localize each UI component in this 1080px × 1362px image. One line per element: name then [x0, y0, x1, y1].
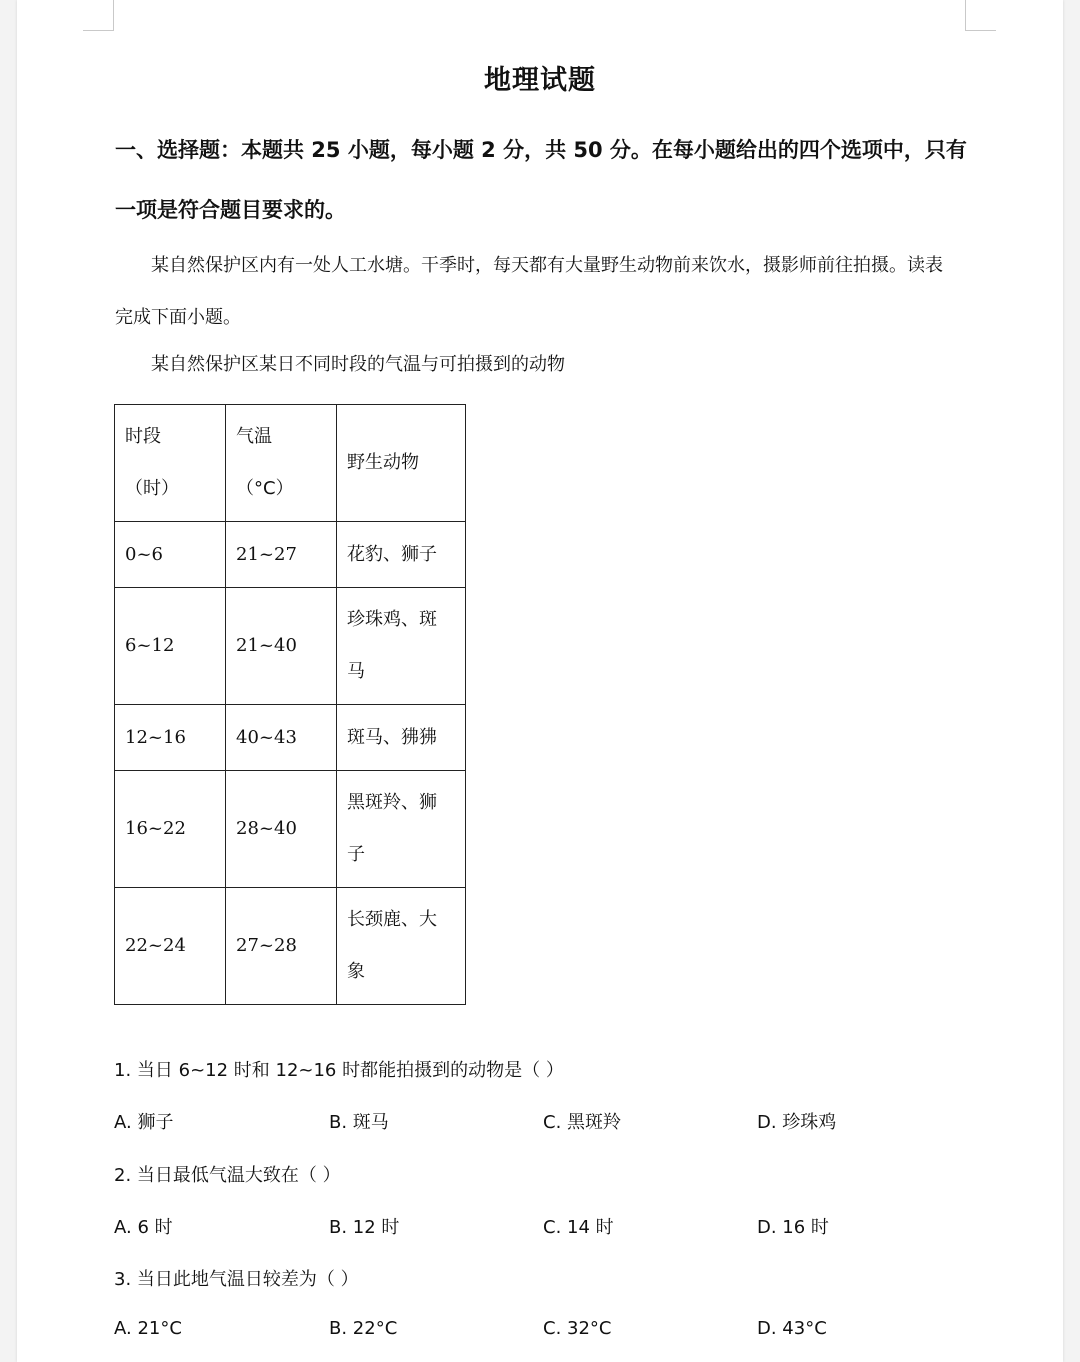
cell-temperature: 21~27	[226, 522, 337, 588]
cell-animals: 斑马、狒狒	[337, 705, 466, 771]
header-animals: 野生动物	[337, 405, 466, 522]
cell-temperature: 28~40	[226, 771, 337, 888]
cell-period: 12~16	[115, 705, 226, 771]
cell-animals: 黑斑羚、狮 子	[337, 771, 466, 888]
table-row	[115, 705, 466, 771]
cell-animals: 花豹、狮子	[337, 522, 466, 588]
document-page	[17, 0, 1063, 1362]
question-1-stem: 1. 当日 6~12 时和 12~16 时都能拍摄到的动物是（ ）	[114, 1060, 564, 1081]
question-1-option-b: B. 斑马	[329, 1112, 389, 1133]
question-2-option-a: A. 6 时	[114, 1217, 173, 1238]
table-row	[115, 588, 466, 705]
cell-period: 6~12	[115, 588, 226, 705]
cell-temperature: 21~40	[226, 588, 337, 705]
cell-period: 0~6	[115, 522, 226, 588]
question-1-option-c: C. 黑斑羚	[543, 1112, 622, 1133]
question-2-option-c: C. 14 时	[543, 1217, 614, 1238]
cell-temperature: 27~28	[226, 888, 337, 1005]
section-heading-line-2: 一项是符合题目要求的。	[115, 198, 346, 222]
intro-line-2: 完成下面小题。	[115, 307, 241, 328]
table-row	[115, 888, 466, 1005]
question-3-stem: 3. 当日此地气温日较差为（ ）	[114, 1269, 359, 1290]
question-3-option-b: B. 22°C	[329, 1318, 398, 1339]
question-1-option-d: D. 珍珠鸡	[757, 1112, 837, 1133]
document-title: 地理试题	[484, 65, 596, 96]
table-header-row	[115, 405, 466, 522]
page-corner-mark-left	[83, 0, 114, 31]
header-period: 时段 （时）	[115, 405, 226, 522]
cell-animals: 珍珠鸡、斑 马	[337, 588, 466, 705]
intro-line-1: 某自然保护区内有一处人工水塘。干季时，每天都有大量野生动物前来饮水，摄影师前往拍摄。读表	[151, 255, 943, 276]
question-3-option-d: D. 43°C	[757, 1318, 827, 1339]
question-3-option-a: A. 21°C	[114, 1318, 182, 1339]
question-3-option-c: C. 32°C	[543, 1318, 612, 1339]
table-row	[115, 522, 466, 588]
question-2-stem: 2. 当日最低气温大致在（ ）	[114, 1165, 341, 1186]
cell-period: 22~24	[115, 888, 226, 1005]
data-table	[114, 404, 466, 1005]
page-corner-mark-right	[965, 0, 996, 31]
question-2-option-b: B. 12 时	[329, 1217, 400, 1238]
table-row	[115, 771, 466, 888]
header-temperature: 气温 （°C）	[226, 405, 337, 522]
cell-temperature: 40~43	[226, 705, 337, 771]
section-heading-line-1: 一、选择题：本题共 25 小题，每小题 2 分，共 50 分。在每小题给出的四个选项中，只有	[115, 138, 967, 162]
question-1-option-a: A. 狮子	[114, 1112, 174, 1133]
cell-period: 16~22	[115, 771, 226, 888]
table-caption: 某自然保护区某日不同时段的气温与可拍摄到的动物	[151, 354, 565, 375]
cell-animals: 长颈鹿、大 象	[337, 888, 466, 1005]
question-2-option-d: D. 16 时	[757, 1217, 829, 1238]
